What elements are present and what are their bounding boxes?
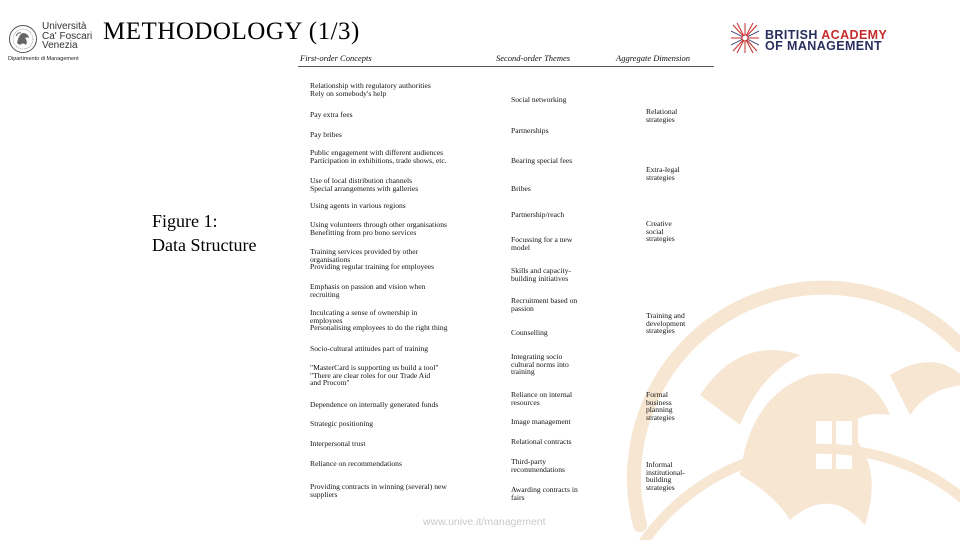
first-order-item: Inculcating a sense of ownership in employees Personalising employees to do the right thing (310, 308, 448, 333)
first-order-item: Using agents in various regions (310, 201, 406, 210)
department-name: Dipartimento di Management (8, 56, 79, 62)
aggregate-item: Relational strategies (646, 107, 678, 124)
second-order-item: Awarding contracts in fairs (511, 485, 578, 502)
first-order-item: Pay extra fees (310, 110, 353, 119)
bam-star-icon (730, 22, 760, 54)
second-order-item: Partnership/reach (511, 210, 565, 219)
aggregate-item: Formal business planning strategies (646, 390, 675, 422)
university-seal-icon (8, 24, 38, 54)
second-order-item: Partnerships (511, 126, 549, 135)
header-first-order: First-order Concepts (300, 53, 372, 63)
page-title: METHODOLOGY (1/3) (103, 18, 360, 45)
aggregate-item: Informal institutional- building strategies (646, 460, 685, 492)
second-order-item: Bribes (511, 184, 531, 193)
second-order-item: Image management (511, 417, 571, 426)
first-order-item: Training services provided by other organisations Providing regular training for employees (310, 247, 434, 272)
first-order-item: Public engagement with different audiences Participation in exhibitions, trade shows, etc. (310, 148, 447, 165)
footer-url[interactable]: www.unive.it/management (423, 516, 546, 528)
university-logo (8, 22, 100, 64)
first-order-item: Socio-cultural attitudes part of training (310, 344, 429, 353)
first-order-item: Providing contracts in winning (several) new suppliers (310, 482, 447, 499)
second-order-item: Reliance on internal resources (511, 390, 573, 407)
first-order-item: Dependence on internally generated funds (310, 400, 439, 409)
first-order-item: Relationship with regulatory authorities Rely on somebody's help (310, 81, 431, 98)
data-structure-figure (298, 53, 718, 513)
aggregate-item: Extra-legal strategies (646, 165, 680, 182)
second-order-item: Third-party recommendations (511, 457, 565, 474)
header-rule (298, 66, 714, 67)
bam-word-academy: ACADEMY (821, 28, 888, 42)
first-order-item: Use of local distribution channels Special arrangements with galleries (310, 176, 419, 193)
first-order-item: Emphasis on passion and vision when recruiting (310, 282, 426, 299)
second-order-item: Integrating socio cultural norms into training (511, 352, 569, 377)
university-name: Università Ca' Foscari Venezia (42, 21, 93, 51)
second-order-item: Counselling (511, 328, 548, 337)
second-order-item: Relational contracts (511, 437, 572, 446)
first-order-item: Interpersonal trust (310, 439, 366, 448)
first-order-item: Using volunteers through other organisations Benefitting from pro bono services (310, 220, 447, 237)
figure-caption (152, 209, 256, 257)
header-aggregate: Aggregate Dimension (616, 53, 691, 63)
first-order-item: Pay bribes (310, 130, 342, 139)
first-order-item: "MasterCard is supporting us build a tool" "There are clear roles for our Trade Aid and Procom" (310, 363, 439, 388)
bam-wordmark (765, 30, 887, 52)
aggregate-item: Training and development strategies (646, 311, 686, 336)
bam-word-british: BRITISH (765, 28, 818, 42)
bam-logo (730, 22, 930, 56)
figure-caption-line2: Data Structure (152, 235, 257, 255)
second-order-item: Social networking (511, 95, 567, 104)
bam-word-management: OF MANAGEMENT (765, 39, 882, 53)
aggregate-item: Creative social strategies (646, 219, 675, 244)
second-order-item: Recruitment based on passion (511, 296, 578, 313)
second-order-item: Focussing for a new model (511, 235, 573, 252)
first-order-item: Reliance on recommendations (310, 459, 402, 468)
first-order-item: Strategic positioning (310, 419, 374, 428)
figure-caption-line1: Figure 1: (152, 211, 218, 231)
header-second-order: Second-order Themes (496, 53, 571, 63)
second-order-item: Skills and capacity- building initiatives (511, 266, 571, 283)
second-order-item: Bearing special fees (511, 156, 573, 165)
